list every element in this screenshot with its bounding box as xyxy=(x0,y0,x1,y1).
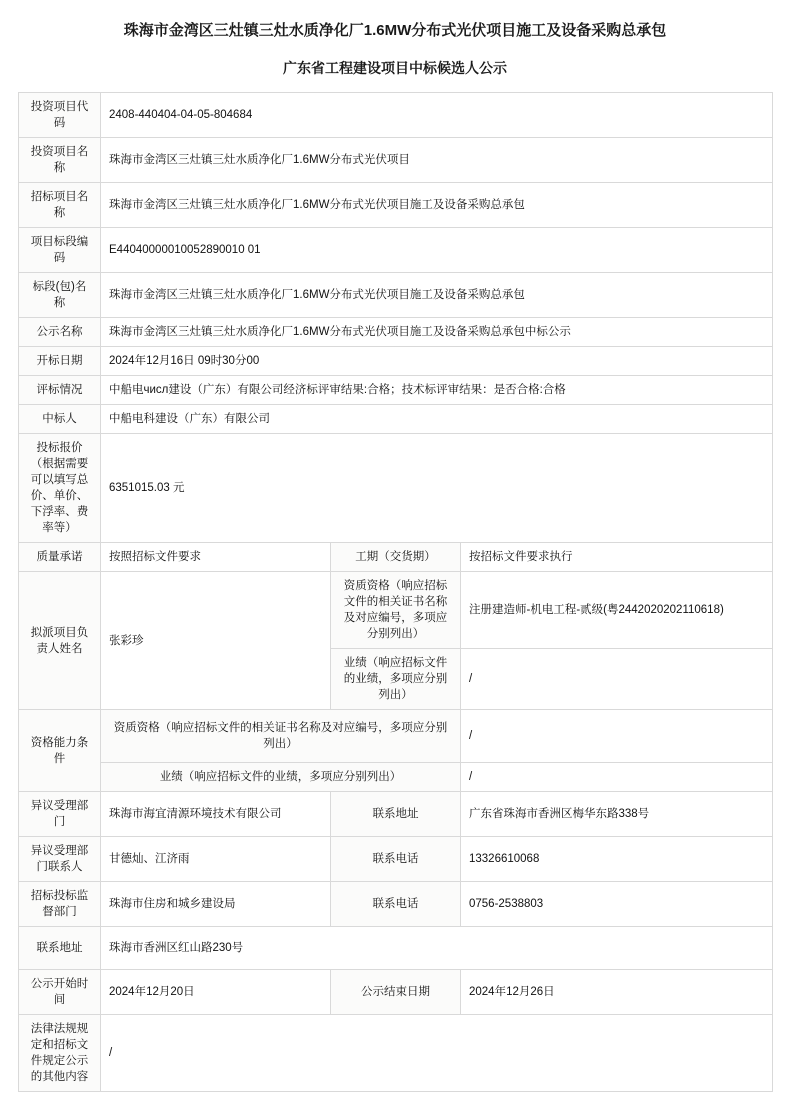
row-label: 开标日期 xyxy=(19,347,101,376)
row-value: 珠海市金湾区三灶镇三灶水质净化厂1.6MW分布式光伏项目施工及设备采购总承包 xyxy=(101,273,773,318)
row-label: 投资项目代码 xyxy=(19,93,101,138)
row-label: 公示结束日期 xyxy=(331,970,461,1015)
row-value: 珠海市金湾区三灶镇三灶水质净化厂1.6MW分布式光伏项目 xyxy=(101,138,773,183)
row-value: 珠海市海宜清源环境技术有限公司 xyxy=(101,792,331,837)
row-label: 中标人 xyxy=(19,405,101,434)
table-row xyxy=(19,228,773,273)
table-row xyxy=(19,927,773,970)
row-value: / xyxy=(461,763,773,792)
table-row xyxy=(19,376,773,405)
row-label: 联系地址 xyxy=(19,927,101,970)
row-label: 资质资格（响应招标文件的相关证书名称及对应编号，多项应分别列出） xyxy=(331,572,461,649)
row-value: 6351015.03 元 xyxy=(101,434,773,543)
row-value: 中船电科建设（广东）有限公司 xyxy=(101,405,773,434)
row-label: 拟派项目负责人姓名 xyxy=(19,572,101,710)
row-value: 2024年12月26日 xyxy=(461,970,773,1015)
row-label: 业绩（响应招标文件的业绩，多项应分别列出） xyxy=(101,763,461,792)
table-row xyxy=(19,970,773,1015)
row-value: 珠海市住房和城乡建设局 xyxy=(101,882,331,927)
table-row xyxy=(19,318,773,347)
table-row xyxy=(19,273,773,318)
row-label: 法律法规规定和招标文件规定公示的其他内容 xyxy=(19,1015,101,1092)
row-value: 珠海市香洲区红山路230号 xyxy=(101,927,773,970)
table-row xyxy=(19,93,773,138)
table-row-bid-price xyxy=(19,434,773,543)
row-label: 评标情况 xyxy=(19,376,101,405)
row-value: 张彩珍 xyxy=(101,572,331,710)
table-row xyxy=(19,1015,773,1092)
table-row xyxy=(19,405,773,434)
row-value: / xyxy=(461,710,773,763)
row-value: 中船电числ建设（广东）有限公司经济标评审结果:合格；技术标评审结果：是否合格:合格 xyxy=(101,376,773,405)
table-row-project-manager xyxy=(19,572,773,649)
row-label: 异议受理部门 xyxy=(19,792,101,837)
row-value: 广东省珠海市香洲区梅华东路338号 xyxy=(461,792,773,837)
row-label: 招标投标监督部门 xyxy=(19,882,101,927)
row-value: 0756-2538803 xyxy=(461,882,773,927)
page-subtitle: 广东省工程建设项目中标候选人公示 xyxy=(283,60,507,76)
row-label: 公示名称 xyxy=(19,318,101,347)
row-value: 2408-440404-04-05-804684 xyxy=(101,93,773,138)
table-row xyxy=(19,183,773,228)
row-label: 投标报价（根据需要可以填写总价、单价、下浮率、费率等） xyxy=(19,434,101,543)
table-row xyxy=(19,763,773,792)
row-label: 招标项目名称 xyxy=(19,183,101,228)
row-label: 质量承诺 xyxy=(19,543,101,572)
row-value: 珠海市金湾区三灶镇三灶水质净化厂1.6MW分布式光伏项目施工及设备采购总承包 xyxy=(101,183,773,228)
row-label: 异议受理部门联系人 xyxy=(19,837,101,882)
row-label: 联系电话 xyxy=(331,882,461,927)
row-value: 2024年12月16日 09时30分00 xyxy=(101,347,773,376)
row-value: / xyxy=(461,649,773,710)
table-row xyxy=(19,138,773,183)
row-label: 联系地址 xyxy=(331,792,461,837)
row-value: 甘德灿、江济雨 xyxy=(101,837,331,882)
table-row xyxy=(19,792,773,837)
row-label: 资格能力条件 xyxy=(19,710,101,792)
table-row xyxy=(19,347,773,376)
row-value: 按招标文件要求执行 xyxy=(461,543,773,572)
row-label: 资质资格（响应招标文件的相关证书名称及对应编号，多项应分别列出） xyxy=(101,710,461,763)
row-value: E44040000010052890010 01 xyxy=(101,228,773,273)
table-row-capability xyxy=(19,710,773,763)
table-row xyxy=(19,882,773,927)
table-row xyxy=(19,837,773,882)
row-value: 按照招标文件要求 xyxy=(101,543,331,572)
table-row xyxy=(19,543,773,572)
row-label: 投资项目名称 xyxy=(19,138,101,183)
row-value: 13326610068 xyxy=(461,837,773,882)
row-label: 公示开始时间 xyxy=(19,970,101,1015)
row-label: 联系电话 xyxy=(331,837,461,882)
bid-info-table xyxy=(18,92,773,1092)
row-value: 2024年12月20日 xyxy=(101,970,331,1015)
row-label: 业绩（响应招标文件的业绩，多项应分别列出） xyxy=(331,649,461,710)
row-value: / xyxy=(101,1015,773,1092)
row-label: 项目标段编码 xyxy=(19,228,101,273)
row-value: 珠海市金湾区三灶镇三灶水质净化厂1.6MW分布式光伏项目施工及设备采购总承包中标公示 xyxy=(101,318,773,347)
row-label: 标段(包)名称 xyxy=(19,273,101,318)
row-label: 工期（交货期） xyxy=(331,543,461,572)
row-value: 注册建造师-机电工程-贰级(粤2442020202110618) xyxy=(461,572,773,649)
page-title: 珠海市金湾区三灶镇三灶水质净化厂1.6MW分布式光伏项目施工及设备采购总承包 xyxy=(123,22,667,39)
